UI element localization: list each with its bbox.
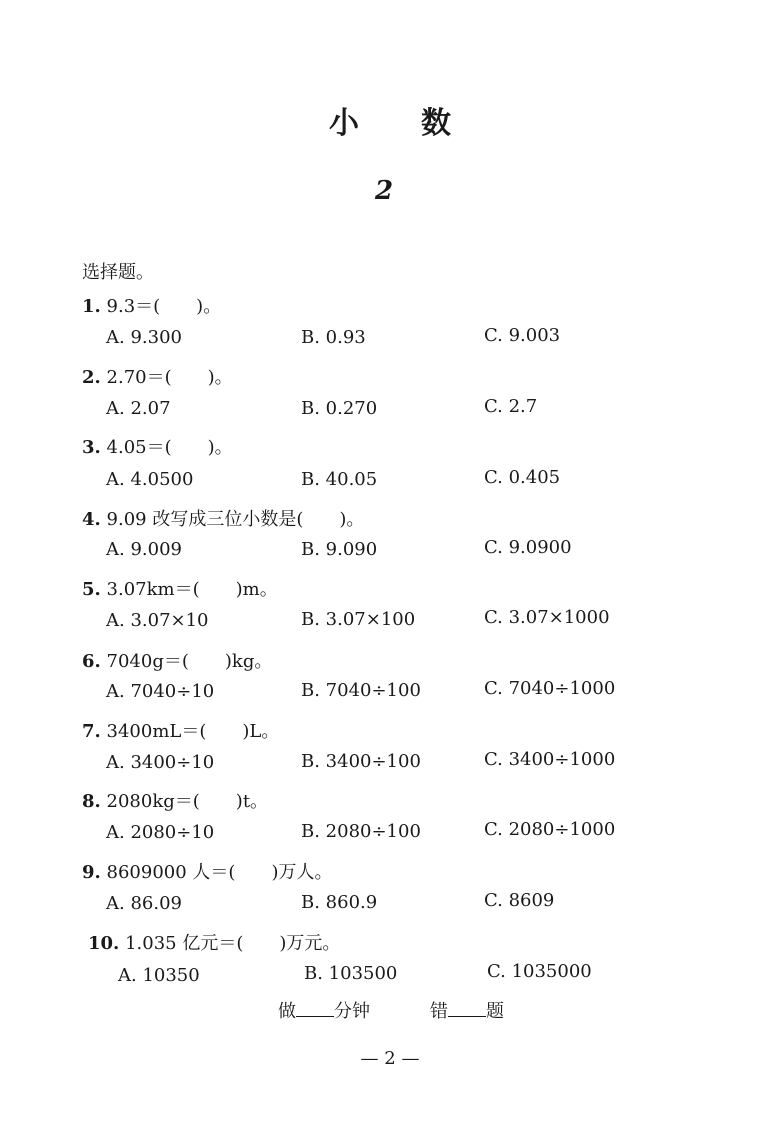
question-3 — [82, 433, 233, 459]
do-label: 做 — [278, 1001, 296, 1022]
question-text: 4.05＝( )。 — [106, 437, 233, 458]
option-b: B. 40.05 — [301, 469, 378, 490]
question-5 — [82, 575, 278, 601]
option-b: B. 3.07×100 — [301, 609, 416, 630]
option-a: A. 2080÷10 — [106, 822, 215, 843]
question-number: 4. — [82, 509, 101, 530]
question-text: 2080kg＝( )t。 — [106, 791, 269, 812]
question-number: 9. — [82, 862, 101, 883]
option-b: B. 103500 — [304, 963, 398, 984]
question-number: 8. — [82, 791, 101, 812]
question-text: 2.70＝( )。 — [106, 367, 233, 388]
question-6 — [82, 647, 272, 673]
question-number: 5. — [82, 579, 101, 600]
question-1 — [82, 292, 221, 318]
wrong-count-blank — [448, 1000, 486, 1017]
option-a: A. 10350 — [118, 965, 200, 986]
title-char-1: 小 — [329, 106, 359, 141]
question-7 — [82, 717, 279, 743]
option-c: C. 8609 — [484, 890, 555, 911]
option-c: C. 9.0900 — [484, 537, 572, 558]
question-text: 3.07km＝( )m。 — [106, 579, 278, 600]
option-b: B. 2080÷100 — [301, 821, 421, 842]
question-2 — [82, 363, 233, 389]
option-b: B. 7040÷100 — [301, 680, 421, 701]
title-char-2: 数 — [421, 106, 451, 141]
option-a: A. 3.07×10 — [106, 610, 209, 631]
page-title — [0, 98, 780, 142]
option-c: C. 9.003 — [484, 325, 561, 346]
question-text: 9.3＝( )。 — [106, 296, 222, 317]
question-number: 1. — [82, 296, 101, 317]
option-c: C. 7040÷1000 — [484, 678, 616, 699]
question-text: 7040g＝( )kg。 — [106, 651, 273, 672]
question-number: 3. — [82, 437, 101, 458]
question-10 — [88, 929, 340, 955]
question-number: 7. — [82, 721, 101, 742]
question-text: 8609000 人＝( )万人。 — [106, 862, 333, 883]
option-c: C. 3400÷1000 — [484, 749, 616, 770]
question-8 — [82, 787, 268, 813]
questions-label: 题 — [486, 1001, 504, 1022]
question-number: 6. — [82, 651, 101, 672]
option-a: A. 9.300 — [106, 327, 182, 348]
question-number: 10. — [88, 933, 120, 954]
minutes-label: 分钟 — [334, 1001, 370, 1022]
option-b: B. 9.090 — [301, 539, 378, 560]
option-b: B. 0.93 — [301, 327, 366, 348]
question-text: 3400mL＝( )L。 — [106, 721, 280, 742]
option-c: C. 3.07×1000 — [484, 607, 610, 628]
option-a: A. 3400÷10 — [106, 752, 215, 773]
option-c: C. 2.7 — [484, 396, 538, 417]
option-a: A. 7040÷10 — [106, 681, 215, 702]
question-4 — [82, 505, 364, 531]
option-a: A. 86.09 — [106, 893, 182, 914]
section-number: 2 — [374, 176, 394, 206]
question-text: 9.09 改写成三位小数是( )。 — [106, 509, 365, 530]
option-b: B. 860.9 — [301, 892, 378, 913]
question-9 — [82, 858, 332, 884]
page-number: — 2 — — [360, 1048, 420, 1069]
option-a: A. 4.0500 — [106, 469, 194, 490]
time-record-line — [278, 997, 504, 1023]
option-a: A. 2.07 — [106, 398, 171, 419]
option-a: A. 9.009 — [106, 539, 182, 560]
question-text: 1.035 亿元＝( )万元。 — [125, 933, 341, 954]
option-c: C. 0.405 — [484, 467, 561, 488]
option-b: B. 3400÷100 — [301, 751, 421, 772]
question-number: 2. — [82, 367, 101, 388]
option-b: B. 0.270 — [301, 398, 378, 419]
instruction-text: 选择题。 — [82, 262, 154, 283]
minutes-blank — [296, 1000, 334, 1017]
option-c: C. 2080÷1000 — [484, 819, 616, 840]
wrong-label: 错 — [430, 1001, 448, 1022]
option-c: C. 1035000 — [487, 961, 592, 982]
